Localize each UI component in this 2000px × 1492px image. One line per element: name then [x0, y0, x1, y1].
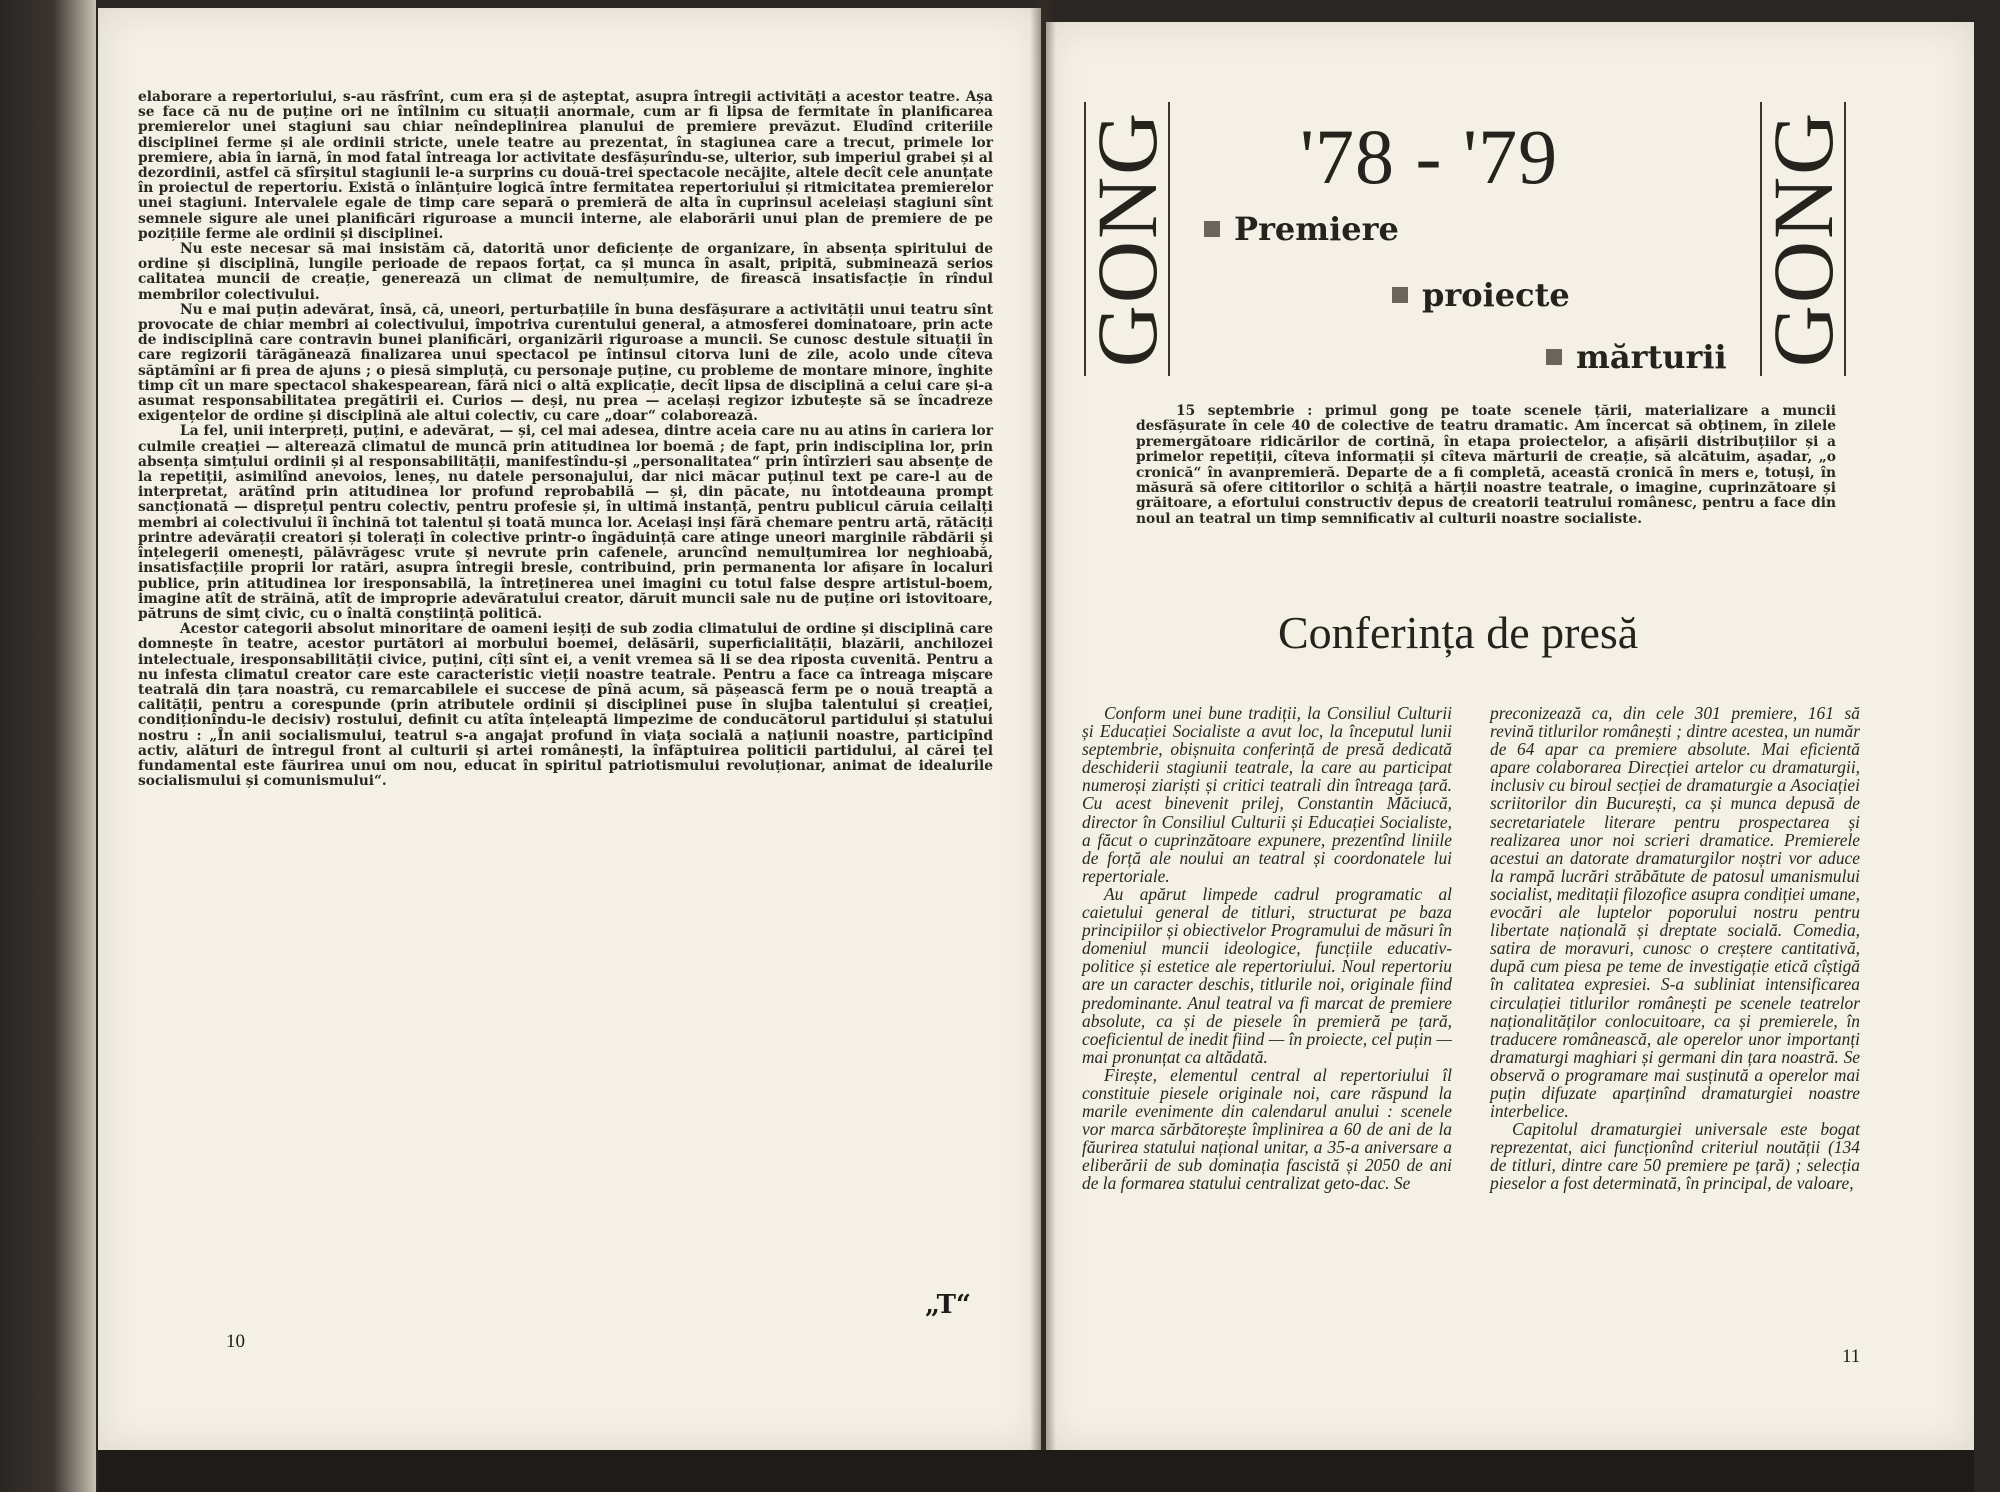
gong-label: GONG	[1079, 110, 1175, 368]
section-title: Conferința de presă	[1278, 607, 1639, 658]
headline-marturii	[1546, 338, 1727, 376]
book-edge	[0, 0, 96, 1492]
bullet-square-icon	[1204, 221, 1220, 237]
left-paragraph: elaborare a repertoriului, s-au răsfrînt, cum era și de așteptat, asupra întregii activități a acestor teatre. Așa se face că nu de puține ori ne întîlnim cu situații anormale, cum ar fi lipsa de fermitate în planificarea premierelor unei stagiuni sau chiar neîndeplinirea planului de premiere prevăzut. Eludînd criteriile disciplinei ferme și ale ordinii stricte, unele teatre au prezentat, în stagiunea care a trecut, primele lor premiere, abia în iarnă, în mod fatal întreaga lor activitate desfășurîndu-se, ulterior, sub imperiul grabei și al dezordinii, astfel că sfîrșitul stagiunii le-a surprins cu două-trei spectacole necăjite, altele decît cele anunțate în proiectul de repertoriu. Există o înlănțuire logică între fermitatea repertoriului și ritmicitatea premierelor unei stagiuni. Intervalele egale de timp care separă o premieră de alta în cuprinsul aceleiași stagiuni sînt semnele sigure ale unei planificări riguroase a muncii interne, ale elaborării unui plan de premiere de pe pozițiile ferme ale ordinii și disciplinei.	[138, 89, 993, 242]
headline-premiere	[1204, 210, 1399, 248]
headline-text: proiecte	[1422, 276, 1570, 314]
headline-text: Premiere	[1234, 210, 1399, 248]
page-number-left: 10	[226, 1331, 245, 1352]
gong-label: GONG	[1755, 110, 1851, 368]
author-signature: „T“	[925, 1290, 971, 1320]
left-article-body	[138, 90, 993, 789]
season-years: '78 - '79	[1300, 113, 1559, 200]
headline-proiecte	[1392, 276, 1570, 314]
bullet-square-icon	[1546, 349, 1562, 365]
page-number-right: 11	[1842, 1346, 1861, 1367]
column-paragraph: Capitolul dramaturgiei universale este bogat reprezentat, aici funcționînd criteriul noutății (134 de titluri, dintre care 50 premiere pe țară) ; selecția pieselor a fost determinată, în principal, de valoare,	[1490, 1119, 1860, 1194]
left-paragraph: Nu este necesar să mai insistăm că, datorită unor deficiențe de organizare, în absența spiritului de ordine și disciplină, lungile perioade de repaos forțat, ca și munca în asalt, pripită, subminează serios calitatea muncii de creație, generează un climat de nemulțumire, de firească insatisfacție în rîndul membrilor colectivului.	[138, 241, 993, 303]
article-column-right	[1490, 704, 1860, 1193]
intro-paragraph: 15 septembrie : primul gong pe toate scenele țării, materializare a muncii desfășurate în cele 40 de colective de teatru dramatic. Am încercat să obținem, în zilele premergătoare ridicărilor de cortină, în etapa proiectelor, a afișării distribuțiilor și a primelor repetiții, cîteva informații și cîteva mărturii de creație, să alcătuim, așadar, „o cronică“ în avanpremieră. Departe de a fi completă, această cronică în mers e, totuși, în măsură să ofere cititorilor o schiță a hărții noastre teatrale, o imagine, cuprinzătoare și grăitoare, a efortului constructiv depus de creatorii teatrului românesc, pentru a face din noul an teatral un timp semnificativ al culturii noastre socialiste.	[1136, 403, 1836, 527]
column-paragraph: Au apărut limpede cadrul programatic al caietului general de titluri, structurat pe baza principiilor și obiectivelor Programului de măsuri în domeniul muncii ideologice, funcțiile educativ-politice și estetice ale repertoriului. Noul repertoriu are un caracter deschis, titlurile noi, originale fiind predominante. Anul teatral va fi marcat de premiere absolute, ca și de piesele în premieră pe țară, coeficientul de inedit fiind — în proiecte, cel puțin — mai pronunțat ca altădată.	[1082, 883, 1452, 1067]
article-column-left	[1082, 704, 1452, 1193]
column-paragraph: Firește, elementul central al repertoriului îl constituie piesele originale noi, care răspund la marile evenimente din calendarul anului : scenele vor marca sărbătorește împlinirea a 60 de ani de la făurirea statului național unitar, a 35-a aniversare a eliberării de sub dominația fascistă și 2050 de ani de la formarea statului centralizat geto-dac. Se	[1082, 1064, 1452, 1194]
bullet-square-icon	[1392, 287, 1408, 303]
gong-banner-right	[1755, 102, 1851, 376]
left-paragraph: La fel, unii interpreți, puțini, e adevărat, — și, cel mai adesea, dintre aceia care nu au atins în cariera lor culmile creației — alterează climatul de muncă prin atitudinea lor boemă ; de fapt, prin indisciplina lor, prin absența simțului ordinii și al responsabilității, manifestîndu-și „personalitatea“ prin întîrzieri sau absențe de la repetiții, asimilînd anevoios, leneș, nu datele personajului, dar nici măcar puținul text pe care-l au de interpretat, arătînd prin atitudinea lor profund reprobabilă — și, din păcate, nu întotdeauna prompt sancționată — disprețul pentru colectiv, pentru profesie și, în ultimă instanță, pentru publicul căruia ceilalți membri ai colectivului îi închină tot talentul și toată munca lor. Aceiași inși fără chemare pentru artă, rătăciți printre adevărații creatori și tolerați în colective printr-o îngăduință care atinge uneori marginile răbdării și înțelegerii omenești, pălăvrăgesc vrute și nevrute prin cafenele, aruncînd nemulțumirea lor neghioabă, insatisfacțiile proprii lor ratări, asupra întregii bresle, contribuind, prin permanenta lor afișare în localuri publice, prin atitudinea lor iresponsabilă, la întreținerea unei imagini cu totul false despre artistul-boem, imagine atît de străină, atît de improprie adevăratului creator, dăruit muncii sale nu de puține ori istovitoare, pătruns de simț civic, cu o înaltă conștiință politică.	[138, 423, 993, 622]
gong-banner-left	[1079, 102, 1175, 376]
headline-text: mărturii	[1576, 338, 1727, 376]
left-paragraph: Acestor categorii absolut minoritare de oameni ieșiți de sub zodia climatului de ordine și disciplină care domnește în teatre, acestor purtători ai morbului boemei, delăsării, superficialității, blazării, anchilozei intelectuale, iresponsabilității civice, puțini, cîți sînt ei, a venit vremea să li se dea riposta cuvenită. Pentru a nu infesta climatul creator care este caracteristic vieții noastre teatrale. Pentru a face ca întreaga mișcare teatrală din țara noastră, cu remarcabilele ei succese de pînă acum, să pășească ferm pe o nouă treaptă a calității, pentru a corespunde (prin atributele ordinii și disciplinei puse în slujba talentului și creației, condiționîndu-le decisiv) rostului, definit cu atîta înțeleaptă limpezime de conducătorul partidului și statului nostru : „În anii socialismului, teatrul s-a angajat profund în viața socială a națiunii noastre, participînd activ, alături de întregul front al culturii și artei românești, la înfăptuirea politicii partidului, al cărei țel fundamental este făurirea unui om nou, educat în spiritul patriotismului revoluționar, animat de idealurile socialismului și comunismului“.	[138, 621, 993, 790]
column-paragraph: Conform unei bune tradiții, la Consiliul Culturii și Educației Socialiste a avut loc, la începutul lunii septembrie, obișnuita conferință de presă dedicată deschiderii stagiunii teatrale, la care au participat numeroși ziariști și critici teatrali din întreaga țară. Cu acest binevenit prilej, Constantin Măciucă, director în Consiliul Culturii și Educației Socialiste, a făcut o cuprinzătoare expunere, prezentînd liniile de forță ale noului an teatral și coordonatele lui repertoriale.	[1082, 703, 1452, 886]
left-paragraph: Nu e mai puțin adevărat, însă, că, uneori, perturbațiile în buna desfășurare a activității unui teatru sînt provocate de chiar membri ai colectivului, împotriva curentului general, a atmosferei dominatoare, prin acte de indisciplină care contravin bunei planificări, organizării riguroase a muncii. Se cunosc destule situații în care regizorii tărăgănează finalizarea unui spectacol pe întinsul citorva luni de zile, acolo unde cîteva săptămîni ar fi prea de ajuns ; o piesă simpluță, cu personaje puține, cu probleme de montare minore, înghite timp cît un mare spectacol shakespearean, fără nici o altă explicație, decît lipsa de disciplină a celui care și-a asumat responsabilitatea pregătirii ei. Curios — deși, nu prea — același regizor izbutește să se încadreze exigențelor de ordine și disciplină ale altui colectiv, cu care „doar“ colaborează.	[138, 301, 993, 425]
column-paragraph: preconizează ca, din cele 301 premiere, 161 să revină titlurilor românești ; dintre acestea, un număr de 64 apar ca premiere absolute. Mai eficientă apare colaborarea Direcției artelor cu dramaturgii, inclusiv cu biroul secției de dramaturgie a Asociației scriitorilor din București, ca și munca depusă de secretariatele literare pentru prospectarea și realizarea unor noi scrieri dramatice. Premierele acestui an datorate dramaturgilor noștri vor aduce la rampă lucrări străbătute de patosul umanismului socialist, meditații filozofice asupra condiției umane, evocări ale luptelor poporului nostru pentru libertate națională și dreptate socială. Comedia, satira de moravuri, cunosc o creștere cantitativă, după cum piesa pe teme de investigație etică cîștigă în calitatea expresiei. S-a subliniat intensificarea circulației titlurilor românești pe scenele teatrelor naționalităților conlocuitoare, ca și premierele, în traducere românească, ale operelor unor importanți dramaturgi maghiari și germani din țara noastră. Se observă o programare mai susținută a operelor mai puțin difuzate aparținînd dramaturgiei noastre interbelice.	[1490, 703, 1860, 1122]
book-bottom-edge	[98, 1450, 1974, 1492]
